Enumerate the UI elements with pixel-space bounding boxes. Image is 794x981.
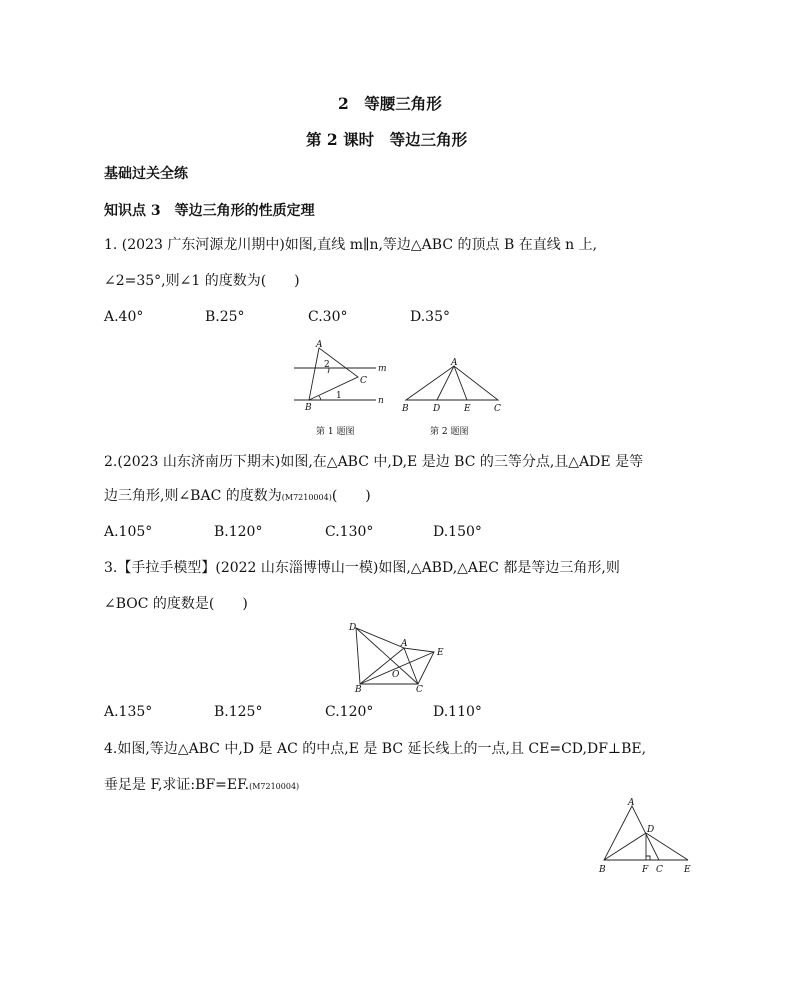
lesson-title: 第 2 课时 等边三角形: [306, 130, 468, 149]
label-angle-1: 1: [336, 391, 342, 401]
label-a: A: [451, 358, 458, 368]
label-o: O: [392, 670, 400, 680]
q1-option-a: A.40°: [104, 309, 144, 325]
q2-line2-text: 边三角形,则∠BAC 的度数为: [104, 488, 282, 504]
label-m: m: [378, 364, 387, 374]
label-d: D: [349, 623, 357, 633]
label-d: D: [647, 825, 655, 835]
label-c: C: [656, 865, 663, 875]
label-e: E: [437, 648, 444, 658]
label-e: E: [464, 404, 471, 414]
figure-3: [344, 618, 454, 694]
figure-2: [396, 356, 508, 416]
q3-option-d: D.110°: [433, 704, 482, 720]
label-c: C: [360, 376, 367, 386]
q1-line2: ∠2=35°,则∠1 的度数为( ): [104, 273, 300, 289]
chapter-title: 2 等腰三角形: [338, 94, 442, 113]
angle-1-arc: [319, 396, 321, 400]
q1-option-b: B.25°: [205, 309, 245, 325]
label-b: B: [599, 865, 606, 875]
triangle-abc: [406, 366, 498, 400]
q4-line2-text: 垂足是 F,求证:BF=EF.: [104, 777, 250, 793]
label-d: D: [433, 404, 441, 414]
q1-option-d: D.35°: [410, 309, 450, 325]
q3-line1: 3.【手拉手模型】(2022 山东淄博博山一模)如图,△ABD,△AEC 都是等边三角形,则: [104, 560, 620, 576]
label-angle-2: 2: [324, 360, 330, 370]
q2-option-c: C.130°: [325, 524, 374, 540]
label-c: C: [416, 685, 423, 694]
segment-ad: [437, 366, 454, 400]
label-a: A: [316, 340, 323, 350]
figure-4: [592, 796, 700, 880]
q4-line1: 4.如图,等边△ABC 中,D 是 AC 的中点,E 是 BC 延长线上的一点,且 CE=CD,DF⊥BE,: [104, 741, 647, 757]
label-a: A: [628, 798, 635, 808]
label-a: A: [401, 639, 408, 649]
q2-line1: 2.(2023 山东济南历下期末)如图,在△ABC 中,D,E 是边 BC 的三等分点,且△ADE 是等: [104, 454, 644, 470]
q1-line1: 1. (2023 广东河源龙川期中)如图,直线 m∥n,等边△ABC 的顶点 B 在直线 n 上,: [104, 237, 598, 253]
segment-bd: [604, 833, 646, 860]
label-b: B: [305, 403, 312, 413]
label-b: B: [402, 404, 409, 414]
triangle-aec: [404, 648, 434, 684]
triangle-abc: [309, 348, 358, 400]
practice-heading: 基础过关全练: [104, 166, 188, 182]
label-f: F: [642, 865, 649, 875]
q2-line2: [104, 486, 371, 508]
q1-option-c: C.30°: [308, 309, 348, 325]
label-b: B: [355, 685, 362, 694]
q3-option-a: A.135°: [104, 704, 153, 720]
q3-option-b: B.125°: [214, 704, 263, 720]
label-n: n: [378, 396, 384, 406]
figure-1: [288, 336, 388, 416]
q2-resource-code: (M7210004): [281, 493, 332, 502]
label-c: C: [494, 404, 501, 414]
segment-dc: [356, 628, 418, 684]
right-angle-mark: [646, 856, 650, 860]
q2-option-d: D.150°: [433, 524, 482, 540]
q4-resource-code: (M7210004): [249, 782, 300, 791]
label-e: E: [684, 865, 691, 875]
q2-option-a: A.105°: [104, 524, 153, 540]
q4-line2: [104, 775, 299, 797]
q2-line2-bracket: ( ): [331, 488, 371, 504]
q3-option-c: C.120°: [325, 704, 374, 720]
q3-line2: ∠BOC 的度数是( ): [104, 596, 248, 612]
figure-1-caption: 第 1 题图: [316, 427, 355, 437]
q2-option-b: B.120°: [214, 524, 263, 540]
knowledge-heading: 知识点 3 等边三角形的性质定理: [104, 203, 315, 219]
figure-2-caption: 第 2 题图: [430, 427, 469, 437]
